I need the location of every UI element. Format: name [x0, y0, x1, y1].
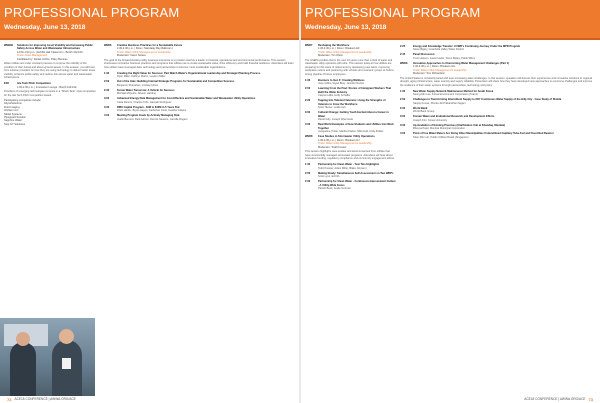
session-ex0: [4, 82, 97, 126]
talk-title: Creating the Right Value for Success: Part Watch Water's Organizational Leadership and Strategic Planning Process: [117, 71, 261, 75]
page-date: Wednesday, June 13, 2018: [4, 24, 86, 31]
talk-title: Partnership for Clean Water - Year Two Highlights: [318, 163, 380, 167]
talk-title: Out of the Gate: Building Internal Strategic Programs for Sustainable and Competitive Success: [117, 80, 235, 84]
photo-person-head: [16, 332, 30, 346]
talk-speakers: Daniel Lilly, Joseph Wieczorek: [318, 118, 353, 122]
talk-item: [400, 53, 596, 60]
talk-item: [305, 180, 396, 190]
list-item: Sapphire Water: [4, 119, 22, 123]
talk-item: [400, 98, 596, 105]
talk-item: [305, 99, 396, 109]
talk-speakers: Clayton Hillis, Holly Schaffer: [318, 94, 351, 98]
talk-time: 2:00: [104, 80, 110, 84]
talk-speakers: Patrick Beck, Leslie Gorman: [318, 187, 351, 191]
talk-time: 2:00: [400, 98, 406, 102]
column-1: [4, 44, 97, 316]
header-divider: [301, 38, 600, 40]
talk-item: [104, 106, 295, 113]
talk-title: Making Ready: Simultaneous Self-Assessment on Two WRPs: [318, 171, 394, 175]
session-code: EX0: [4, 82, 9, 86]
list-item: Fluid Imaging: [4, 105, 20, 109]
session-meta: 1:30-4:30 p.m. | Room: Breakers GH: [413, 65, 456, 69]
talk-item: [305, 163, 396, 170]
session-meta: 1:30-4:30 p.m. | Room: Breakers EF: [318, 47, 360, 51]
talk-speakers: Bhavna Patel, Mumbai Municipal Corporation: [413, 127, 466, 130]
talk-time: 2:30: [104, 88, 110, 92]
talk-time: 3:30: [104, 105, 110, 109]
talk-speakers: Benjamin Shanahan, Lindsay Hines: [117, 83, 159, 87]
page-number: 73: [588, 396, 593, 402]
talk-time: 3:00: [104, 97, 110, 101]
talk-speakers: Todd Kresser, Adam Miller, Blake Johnson: [318, 166, 367, 170]
photo-person: [10, 342, 36, 396]
talk-speakers: World Bank Group: [413, 110, 435, 113]
talk-title: World Bank: [413, 106, 428, 110]
page-number: 72: [7, 396, 12, 402]
talk-time: 1:30: [305, 78, 311, 82]
session-meta: 1:30-4:30 p.m. | Room: Breakers HJ: [318, 138, 360, 142]
session-wed9: [400, 62, 596, 87]
session-title: Case Studies in Stormwater Utility Operations: [318, 135, 375, 139]
talk-item: [305, 123, 396, 133]
talk-title: New Water Supply Network Maintenance Method for South Korea: [413, 89, 494, 93]
talk-title: Real World Examples of How Students and Utilities Can Work Together: [318, 123, 394, 130]
talk-item: [400, 124, 596, 131]
column-2: [104, 44, 295, 394]
session-wed6: [104, 44, 295, 69]
session-description: This session highlights case studies and lessons learned from utilities that have successfully managed stormwater programs. Attendees will hear about innovative funding, regulatory compliance and community engagement efforts.: [305, 150, 395, 161]
talk-speakers: Jacqueline Tinker, Martha Parker, Mike Hall, Andy Zickler: [318, 130, 384, 134]
talk-item: [305, 111, 396, 121]
talk-speakers: Shan Min Loh, Public Utilities Board (Singapore): [413, 135, 469, 139]
talk-time: 1:30: [400, 89, 406, 93]
talk-time: 2:30: [305, 99, 311, 103]
session-meta: 1:00-2:30 p.m. | Innovation Lounge - Booth 4121/19: [17, 85, 77, 89]
session-title: Solutions for Improving Asset Visibility and Increasing Public Safety Across Water and Wastewater Infrastructure: [17, 44, 93, 51]
talk-time: 3:30: [305, 123, 311, 127]
talk-title: Korean Water and Institutional Research and Development Efforts: [413, 115, 495, 119]
talk-speakers: Joseph Kim, Korea University: [413, 118, 448, 122]
session-wed7: [305, 44, 396, 76]
talk-speakers: Carla Dennis, Charles Tolin, Hannah Rodriguez: [117, 100, 172, 104]
talk-title: RMU Capital Program - $1M to $10M in 5 Years Flat: [117, 105, 180, 109]
session-title: Innovative Approaches to Overcoming Water Management Challenges (Part 1): [413, 61, 510, 65]
session-description: The goal of the forward-thinking utility business enterprise is to position itself as a leader in financial, operational and environmental performance. This session showcases innovative business practices and programs that utilities use to create sustainable value, drive efficiency and build financial resilience. Attendees will learn how utilities have leveraged data, technology and partnerships to become more sustainable organizations.: [104, 59, 294, 69]
talk-time: 2:00: [305, 87, 311, 91]
session-description: The United States is constantly faced with ever-increasing water challenges. In this session, speakers will discuss their experiences and innovative solutions to regional drought, aging infrastructure, water scarcity and supply reliability. Presenters will share how they have developed new approaches to overcome challenges and improve the resilience of their water systems through partnerships, technology and policy.: [400, 76, 593, 87]
conference-photo: [0, 318, 95, 396]
session-track: Track: Water Utility Management & Leadership: [413, 68, 467, 72]
page-header-right: [301, 0, 600, 40]
talk-title: Tapping Into Talented Veterans: Using the Strengths of Veterans to Grow the Workforce: [318, 99, 386, 106]
talk-item: [400, 90, 596, 97]
list-item: Pipeguard Solution: [4, 115, 26, 119]
talk-time: 2:45: [400, 53, 406, 57]
session-code: WED9: [400, 61, 408, 65]
session-moderator: Facilitated by: Daniel Collins, Pilary Benines: [17, 57, 68, 61]
column-3: [305, 44, 396, 394]
session-web09: [4, 44, 97, 80]
talk-time: 1:30: [305, 163, 311, 167]
header-divider: [0, 38, 299, 40]
talk-title: Turner Water Tomorrow: A Vehicle for Success: [117, 88, 175, 92]
session-code: WEB09: [4, 44, 13, 47]
talk-item: [305, 79, 396, 86]
talk-speakers: Scott Tanner, Leslie Ash: [318, 106, 346, 110]
list-intro: Participating companies include:: [4, 98, 42, 102]
footer-label: ACE18 CONFERENCE | AWWA.ORG/ACE: [14, 397, 76, 401]
talk-time: 3:30: [400, 123, 406, 127]
session-title: Creative Business Practices for a Sustainable Future: [117, 44, 183, 47]
talk-item: [400, 45, 596, 52]
talk-time: 2:25: [400, 44, 406, 48]
session-wed8: [305, 135, 396, 160]
session-moderator: Moderator: Todd Kresser: [318, 145, 347, 149]
talk-title: Meeting Program Goals by Actively Managing Risk: [117, 114, 180, 118]
session-meta: 1:30-4:30 p.m. | Room: Mandalay Bay Ballroom I: [117, 47, 174, 51]
session-moderator: Moderator: Karen Stokes: [117, 54, 146, 58]
talk-title: Challenges in Transforming Intermittent Supply to 24/7 Continuous Water Supply of the Hilly City - Case Study of Shimla: [413, 98, 562, 102]
talk-title: Energy and Knowledge Transfer: CVWD's Continuing Journey Under the MPR Program: [413, 44, 521, 48]
session-code: WED6: [104, 44, 112, 47]
session-meta: 12:00-1:30 p.m. | Exhibit Hall Classroom - Booth 4121/19: [17, 50, 83, 54]
list-item: AbyssSolutions: [4, 102, 22, 106]
page-gutter: [299, 0, 301, 403]
talk-speakers: Scott Lyon, Ed Dib: [318, 175, 340, 179]
talk-speakers: Trent Hasson, Jason Hazel, Steve Bigley, Pablo Wiley: [413, 56, 475, 60]
talk-title: Advanced Energy Data Management for Cost-Effective and Sustainable Water and Wastewater Utility Operations: [117, 97, 256, 101]
talk-time: 2:00: [305, 171, 311, 175]
session-description: The USEPA predicts that in the next 10 years more than a third of water and wastewater utility operators will retire. This session looks at how utilities are preparing for this wave of retirements by developing new talent, improving workplace culture and partnering with schools and veterans' groups to build a strong pipeline of future employees.: [305, 59, 394, 76]
talk-speakers: Joelle Bennett, Paul Ashton, Dennis Stevens, Camille Rogers: [117, 117, 188, 121]
talk-title: Up-Gradation of Existing Premises (Clarification Unit at Khandaq, Mumbai): [413, 123, 506, 127]
talk-speakers: Steve Bigley, Coachella Valley Water District: [413, 48, 464, 52]
talk-title: Boomers to Gen Z: Creating Wellness: [318, 78, 365, 82]
talk-item: [104, 97, 295, 104]
session-code: WED8: [305, 135, 313, 139]
talk-title: Point of Use Water Meters Are Doing Other Municipalities Underutilized Capillary Tube-Fed and Flood Bed Reactor: [413, 132, 554, 136]
page-footer-left: [4, 395, 76, 403]
page-title: PROFESSIONAL PROGRAM: [4, 5, 180, 20]
talk-speakers: Jane Gibbs, Wyatt Bray, Jennifer Norton: [318, 82, 365, 86]
session-title: Isle Tech Pitch Competition: [17, 82, 51, 86]
talk-item: [400, 132, 596, 139]
talk-title: Learning From the Past: Stories of Immigrant Workers That Built the Water Industry: [318, 87, 392, 94]
talk-time: 3:00: [305, 111, 311, 115]
footer-label: ACE18 CONFERENCE | AWWA.ORG/ACE: [524, 397, 586, 401]
talk-time: 2:30: [305, 180, 311, 184]
list-item: InfoSen LLC: [4, 109, 19, 113]
talk-speakers: Drew Hanlin, Bryan Hayes, Catherine Cook, Heather Adams: [117, 109, 187, 113]
talk-speakers: Sanjay Kumar, Shimla Jal Prabandhan Nigam: [413, 101, 466, 105]
page-title: PROFESSIONAL PROGRAM: [305, 5, 481, 20]
session-track: Track: Water Utility Management & Leadership: [318, 50, 372, 54]
session-title: Reshaping the Workforce: [318, 44, 350, 47]
session-track: Track: Water Utility Management & Leadership: [117, 50, 171, 54]
talk-title: Panel Discussion: [413, 53, 435, 57]
talk-title: Partnership for Clean Water - Continuous Improvement Culture - A Utility-Wide Focus: [318, 180, 396, 187]
talk-time: 4:00: [400, 132, 406, 136]
talk-item: [104, 80, 295, 87]
list-item: Stop GT Solutions: [4, 122, 26, 126]
session-moderator: Moderator: Tim Olson: [318, 54, 343, 58]
session-description: Providers of emerging technologies compete in a "Shark Tank" style competition for the Isle Tech Pitch Competition Award.: [4, 90, 96, 97]
talk-item: [104, 72, 295, 79]
list-item: Nikkel Systems: [4, 112, 22, 116]
talk-title: Cultural Change: Getting Youth Excited About a Career in Water: [318, 111, 389, 118]
photo-person-head: [59, 329, 74, 344]
session-moderator: Moderator: Tom Richardson: [413, 71, 445, 75]
talk-item: [104, 114, 295, 121]
page-header-left: [0, 0, 299, 40]
page-date: Wednesday, June 13, 2018: [305, 24, 387, 31]
talk-time: 3:00: [400, 115, 406, 119]
talk-time: 1:30: [104, 71, 110, 75]
talk-speakers: Ryan Miller, Kathryn Martin, LeeAnn Miller: [117, 75, 166, 79]
talk-speakers: Seong-Min Lee, Korea Environment Corporation (K-Eco): [413, 93, 479, 96]
talk-item: [400, 107, 596, 114]
column-4: [400, 44, 596, 394]
talk-time: 4:00: [104, 114, 110, 118]
talk-speakers: Michael McGuire, Allyson Harding: [117, 92, 156, 96]
talk-item: [104, 89, 295, 96]
session-description: Water utilities are under constant pressure to improve the visibility of the condition of their buried and above-ground assets. In this session, you will hear from solution providers on how they are using technology to deliver better asset visibility, enhance public safety and reduce risk across water and wastewater infrastructure.: [4, 62, 96, 80]
talk-time: 2:30: [400, 106, 406, 110]
session-track: Track: Water Utility Management & Leadership: [318, 142, 372, 146]
page-footer-right: [524, 395, 596, 403]
session-track: Track: Asset Management: [17, 54, 48, 58]
talk-item: [305, 172, 396, 179]
talk-item: [305, 87, 396, 97]
talk-item: [400, 115, 596, 122]
photo-badge: [62, 358, 71, 369]
session-code: WED7: [305, 44, 313, 47]
